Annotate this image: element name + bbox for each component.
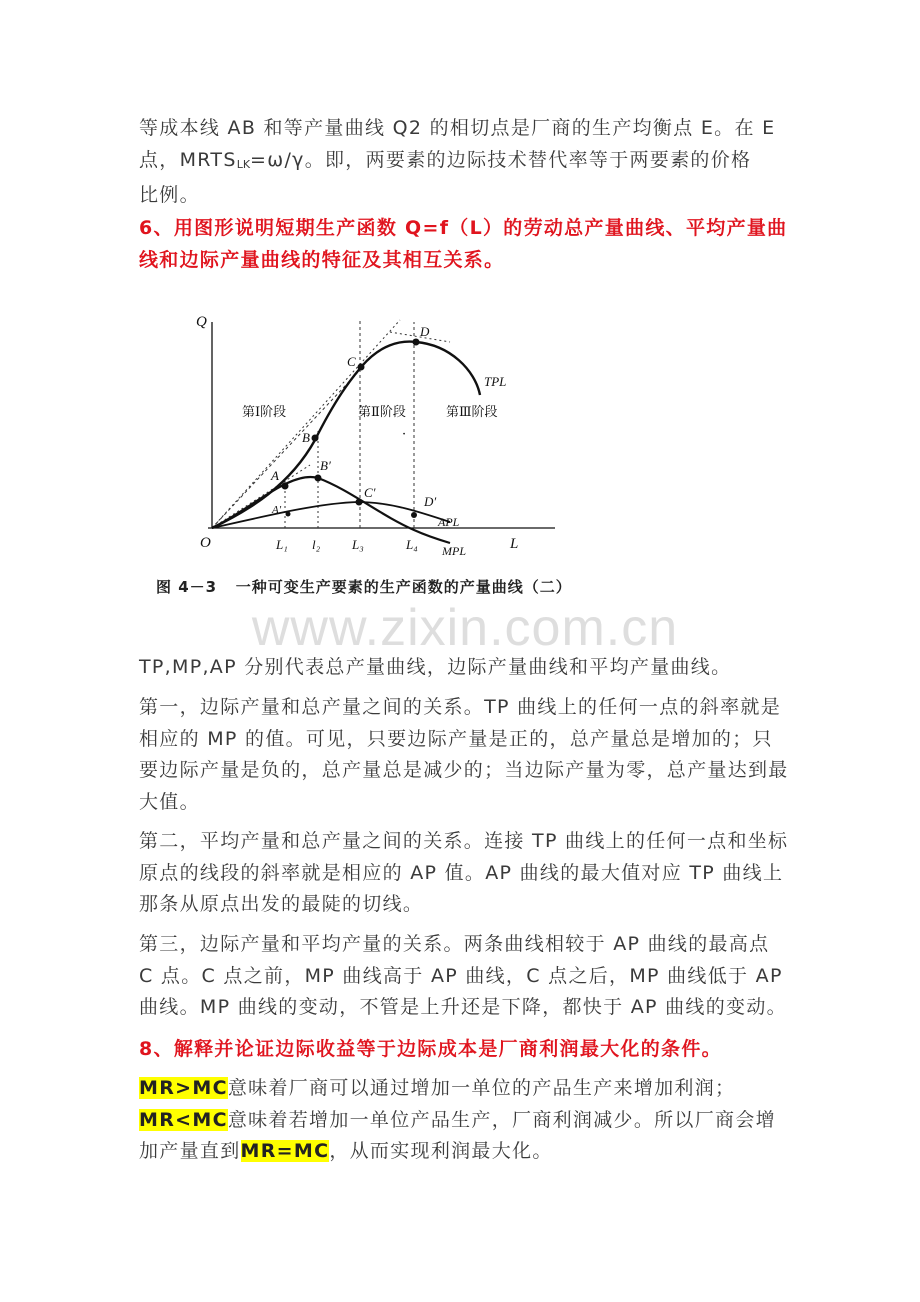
point-b	[312, 435, 319, 442]
tick-l3: L₃	[352, 537, 364, 552]
watermark: www.zixin.com.cn	[251, 599, 679, 657]
y-axis-label: Q	[196, 314, 207, 330]
label-d-prime: D′	[424, 494, 437, 509]
tick-l1: L₁	[276, 537, 288, 552]
point-d-prime	[411, 512, 417, 518]
ap-label: APL	[438, 515, 460, 529]
paragraph-first: 第一，边际产量和总产量之间的关系。TP 曲线上的任何一点的斜率就是相应的 MP 的值。可见，只要边际产量是正的，总产量总是增加的；只要边际产量是负的，总产量总是减少的；当边际产量为零，总产量达到最大值。	[139, 696, 789, 813]
label-b-prime: B′	[320, 458, 331, 473]
question-6-heading: 6、用图形说明短期生产函数 Q=f（L）的劳动总产量曲线、平均产量曲线和边际产量曲线的特征及其相互关系。	[139, 217, 788, 271]
production-curves-figure	[150, 300, 590, 572]
ray-line-3	[212, 465, 310, 528]
origin-label: O	[200, 535, 211, 551]
label-c-prime: C′	[364, 485, 376, 500]
point-a-prime	[286, 512, 291, 517]
question-8-heading: 8、解释并论证边际收益等于边际成本是厂商利润最大化的条件。	[139, 1038, 722, 1060]
paragraph-definitions: TP,MP,AP 分别代表总产量曲线，边际产量曲线和平均产量曲线。	[139, 656, 732, 678]
point-a	[282, 483, 289, 490]
x-axis-label: L	[510, 536, 519, 552]
figure-caption: 图 4－3 一种可变生产要素的生产函数的产量曲线（二）	[156, 578, 572, 596]
point-b-prime	[315, 475, 322, 482]
answer-8: MR>MC意味着厂商可以通过增加一单位的产品生产来增加利润； MR<MC意味着若增加一单位产品生产，厂商利润减少。所以厂商会增加产量直到MR=MC，从而实现利润最大化。	[139, 1077, 776, 1162]
label-a-prime: A′	[272, 504, 282, 516]
stage-1-label: 第Ⅰ阶段	[242, 405, 287, 420]
paragraph-second: 第二，平均产量和总产量之间的关系。连接 TP 曲线上的任何一点和坐标原点的线段的斜率就是相应的 AP 值。AP 曲线的最大值对应 TP 曲线上那条从原点出发的最陡的切线。	[139, 830, 789, 915]
paragraph-equilibrium: 等成本线 AB 和等产量曲线 Q2 的相切点是厂商的生产均衡点 E。在 E 点，$MRTS_{LK}=\omega/\gamma$。即，两要素的边际技术替代率等于两要素的价格 比例。	[139, 117, 776, 206]
point-c-prime	[356, 499, 363, 506]
label-d: D	[420, 324, 430, 339]
tick-l2: l₂	[312, 537, 321, 552]
stage-dot: ·	[402, 427, 407, 442]
highlight-mr-eq-mc: MR=MC	[240, 1140, 330, 1162]
highlight-mr-lt-mc: MR<MC	[139, 1108, 228, 1131]
highlight-mr-gt-mc: MR>MC	[139, 1077, 228, 1099]
point-c	[358, 364, 365, 371]
stage-2-label: 第Ⅱ阶段	[358, 405, 406, 420]
label-b: B	[302, 430, 310, 445]
stage-3-label: 第Ⅲ阶段	[446, 405, 498, 420]
tp-curve	[212, 342, 480, 528]
label-c: C	[347, 354, 356, 369]
tick-l4: L₄	[406, 537, 418, 552]
paragraph-third: 第三，边际产量和平均产量的关系。两条曲线相较于 AP 曲线的最高点 C 点。C 点之前，MP 曲线高于 AP 曲线，C 点之后，MP 曲线低于 AP 曲线。MP 曲线的变动，不管是上升还是下降，都快于 AP 曲线的变动。	[139, 933, 787, 1018]
label-a: A	[271, 468, 279, 483]
point-d	[413, 339, 420, 346]
mp-label: MPL	[442, 544, 466, 558]
tp-label: TPL	[484, 374, 507, 389]
